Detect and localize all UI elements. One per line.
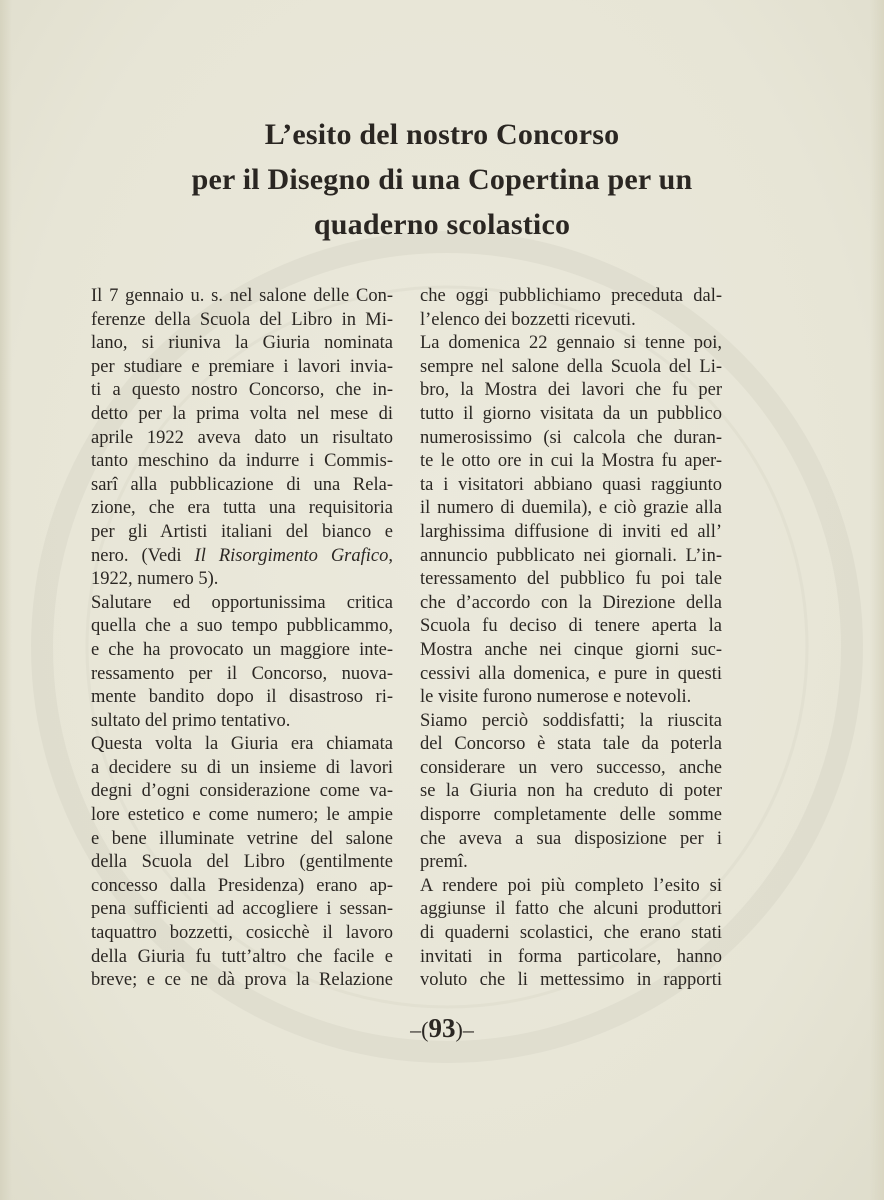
text-line: ta i visitatori abbiano quasi raggiunto	[420, 474, 722, 495]
text-line: tutto il giorno visitata da un pubblico	[420, 403, 722, 424]
text-line: Scuola fu deciso di tenere aperta la	[420, 616, 722, 637]
text-line: per studiare e premiare i lavori invia-	[91, 356, 393, 377]
text-line: ti a questo nostro Concorso, che in-	[91, 380, 393, 401]
text-line: del Concorso è stata tale da poterla	[420, 734, 722, 755]
text-line: bro, la Mostra dei lavori che fu per	[420, 380, 722, 401]
text-line: che aveva a sua disposizione per i	[420, 828, 722, 849]
text-line: annuncio pubblicato nei giornali. L’in-	[420, 545, 722, 566]
text-line: mente bandito dopo il disastroso ri-	[91, 687, 393, 708]
text-line: aggiunse il fatto che alcuni produttori	[420, 899, 722, 920]
page-number	[342, 1010, 542, 1048]
text-line: ferenze della Scuola del Libro in Mi-	[91, 309, 393, 330]
text-line: che d’accordo con la Direzione della	[420, 592, 722, 613]
text-line: cessivi alla domenica, e pure in questi	[420, 663, 722, 684]
title-line-2: per il Disegno di una Copertina per un	[191, 163, 693, 196]
text-line: Salutare ed opportunissima critica	[91, 592, 393, 613]
text-line: premî.	[420, 852, 468, 873]
text-line: te le otto ore in cui la Mostra fu aper-	[420, 451, 722, 472]
page-number-value: 93	[428, 1013, 456, 1043]
text-line: il numero di duemila), e ciò grazie alla	[420, 498, 722, 519]
text-line: se la Giuria non ha creduto di poter	[420, 781, 722, 802]
text-line: quella che a suo tempo pubblicammo,	[91, 616, 393, 637]
text-line: l’elenco dei bozzetti ricevuti.	[420, 309, 636, 330]
text-line-with-citation	[91, 545, 393, 569]
text-line: sarî alla pubblicazione di una Rela-	[91, 474, 393, 495]
text-line: teressamento del pubblico fu poi tale	[420, 569, 722, 590]
text-line: detto per la prima volta nel mese di	[91, 403, 393, 424]
text-line: di quaderni scolastici, che erano stati	[420, 923, 722, 944]
page-number-ornament-right: )–	[455, 1017, 474, 1042]
text-line: considerare un vero successo, anche	[420, 757, 722, 778]
text-line: Questa volta la Giuria era chiamata	[91, 734, 393, 755]
text-line: invitati in forma particolare, hanno	[420, 946, 722, 967]
text-line: sultato del primo tentativo.	[91, 710, 291, 731]
text-line: taquattro bozzetti, cosicchè il lavoro	[91, 923, 393, 944]
text-line: 1922, numero 5).	[91, 569, 219, 590]
right-text-column	[420, 285, 722, 993]
text-line: che oggi pubblichiamo preceduta dal-	[420, 286, 722, 306]
text-line: pena sufficienti ad accogliere i sessan-	[91, 899, 393, 920]
text-line: e che ha provocato un maggiore inte-	[91, 639, 393, 660]
page-edge-shadow-right	[870, 0, 884, 1200]
text-line: degni d’ogni considerazione come va-	[91, 781, 393, 802]
citation-comma: ,	[388, 545, 393, 566]
text-line: Siamo perciò soddisfatti; la riuscita	[420, 710, 722, 731]
text-line: della Giuria fu tutt’altro che facile e	[91, 946, 393, 967]
page-edge-shadow-left	[0, 0, 12, 1200]
text-line: della Scuola del Libro (gentilmente	[91, 852, 393, 873]
text-line: larghissima diffusione di inviti ed all’	[420, 521, 722, 542]
title-line-3: quaderno scolastico	[313, 208, 571, 241]
text-line: lore estetico e come numero; le ampie	[91, 805, 393, 826]
text-line: zione, che era tutta una requisitoria	[91, 498, 393, 519]
text-line: le visite furono numerose e notevoli.	[420, 687, 692, 708]
text-line: lano, si riuniva la Giuria nominata	[91, 333, 393, 354]
text-line: e bene illuminate vetrine del salone	[91, 828, 393, 849]
text-line: voluto che li mettessimo in rapporti	[420, 970, 722, 991]
text-line: disporre completamente delle somme	[420, 805, 722, 826]
text-line: per gli Artisti italiani del bianco e	[91, 521, 393, 542]
text-line: Mostra anche nei cinque giorni suc-	[420, 639, 722, 660]
text-line: ressamento per il Concorso, nuova-	[91, 663, 393, 684]
page-number-ornament-left: –(	[410, 1017, 429, 1042]
text-line: Il 7 gennaio u. s. nel salone delle Con-	[91, 286, 393, 306]
text-line: La domenica 22 gennaio si tenne poi,	[420, 333, 722, 354]
title-line-1: L’esito del nostro Concorso	[264, 118, 620, 151]
citation-prefix: nero. (Vedi	[91, 545, 195, 566]
text-line: aprile 1922 aveva dato un risultato	[91, 427, 393, 448]
text-line: numerosissimo (si calcola che duran-	[420, 427, 722, 448]
text-line: tanto meschino da indurre i Commis-	[91, 451, 393, 472]
citation-journal-title: Il Risorgimento Grafico	[194, 545, 389, 566]
text-line: breve; e ce ne dà prova la Relazione	[91, 970, 393, 991]
left-text-column	[91, 285, 393, 993]
text-line: concesso dalla Presidenza) erano ap-	[91, 875, 393, 896]
text-line: A rendere poi più completo l’esito si	[420, 875, 722, 896]
text-line: a decidere su di un insieme di lavori	[91, 757, 393, 778]
text-line: sempre nel salone della Scuola del Li-	[420, 356, 722, 377]
article-title	[120, 112, 764, 247]
